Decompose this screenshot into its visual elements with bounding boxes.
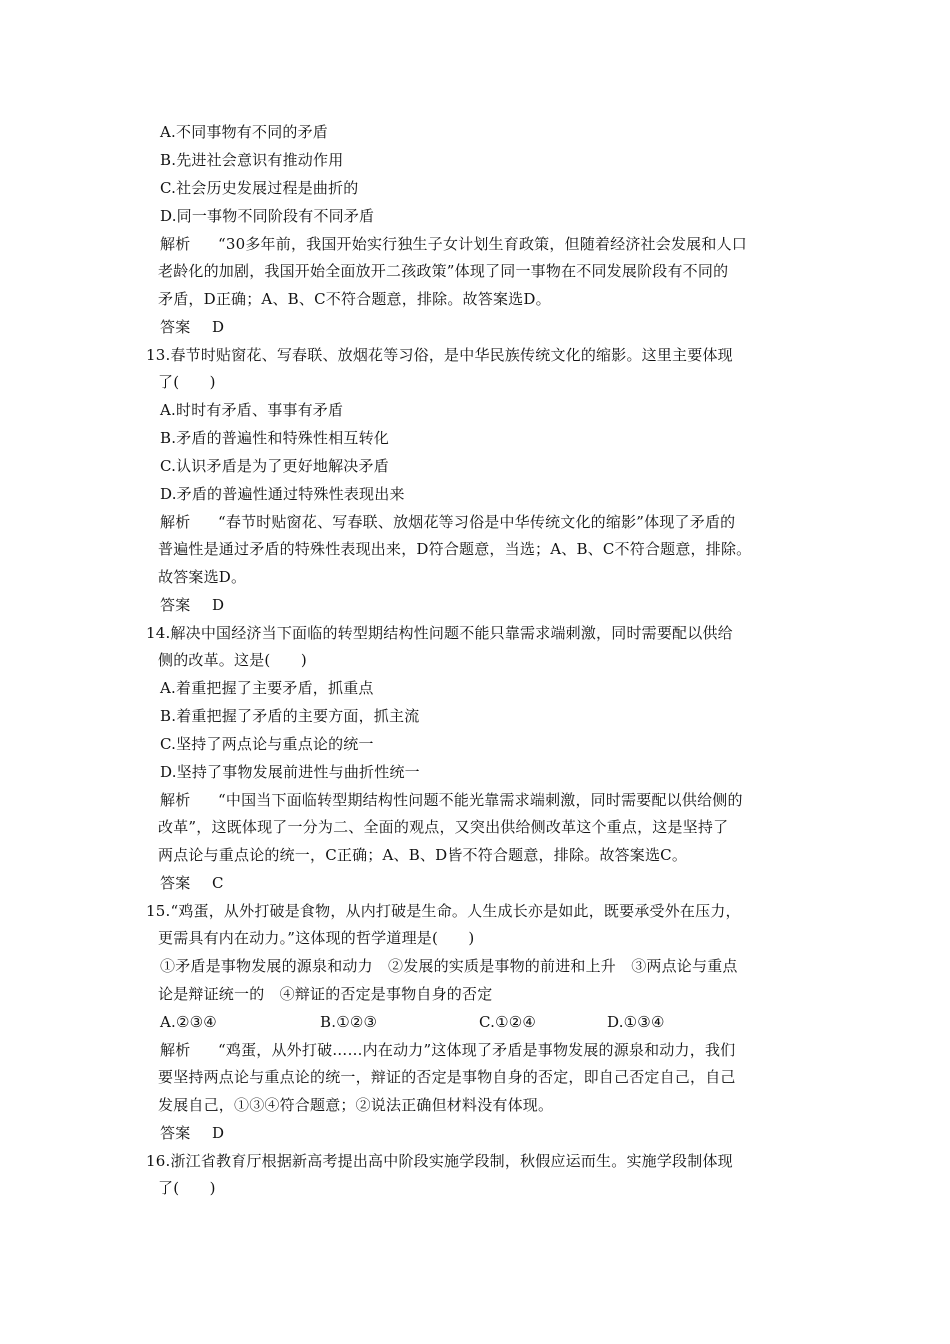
q13-analysis-line-1	[160, 512, 735, 532]
q12-option-a: A.不同事物有不同的矛盾	[160, 123, 329, 141]
q15-options-row	[0, 1012, 950, 1032]
q15-stem-line-1: 15.“鸡蛋，从外打破是食物，从内打破是生命。人生成长亦是如此，既要承受外在压力，	[146, 902, 741, 920]
q14-option-b: B.着重把握了矛盾的主要方面，抓主流	[160, 707, 420, 725]
q13-stem-line-1: 13.春节时贴窗花、写春联、放烟花等习俗，是中华民族传统文化的缩影。这里主要体现	[146, 346, 733, 364]
q14-answer	[160, 873, 224, 893]
q15-statements-line-2: 论是辩证统一的 ④辩证的否定是事物自身的否定	[158, 985, 493, 1003]
q14-option-d: D.坚持了事物发展前进性与曲折性统一	[160, 763, 420, 781]
q15-statements-line-1: ①矛盾是事物发展的源泉和动力 ②发展的实质是事物的前进和上升 ③两点论与重点	[160, 957, 738, 975]
q13-analysis-line-2: 普遍性是通过矛盾的特殊性表现出来，D符合题意，当选；A、B、C不符合题意，排除。	[158, 540, 752, 558]
q13-analysis-label: 解析	[160, 513, 191, 531]
q15-analysis-line-3: 发展自己，①③④符合题意；②说法正确但材料没有体现。	[158, 1096, 554, 1114]
q15-option-c: C.①②④	[479, 1013, 537, 1031]
q12-analysis-label: 解析	[160, 235, 191, 253]
q13-answer-label: 答案	[160, 596, 191, 614]
q12-answer-label: 答案	[160, 318, 191, 336]
q12-answer-value: D	[212, 318, 225, 336]
q16-stem-line-2: 了( )	[158, 1179, 216, 1197]
q15-option-d: D.①③④	[607, 1013, 665, 1031]
q15-analysis-line-1	[160, 1040, 735, 1060]
q14-stem-line-1: 14.解决中国经济当下面临的转型期结构性问题不能只靠需求端刺激，同时需要配以供给	[146, 624, 733, 642]
q13-stem-line-2: 了( )	[158, 373, 216, 391]
q13-option-b: B.矛盾的普遍性和特殊性相互转化	[160, 429, 389, 447]
q15-option-a: A.②③④	[160, 1013, 217, 1031]
q13-option-a: A.时时有矛盾、事事有矛盾	[160, 401, 344, 419]
q12-option-d: D.同一事物不同阶段有不同矛盾	[160, 207, 375, 225]
q14-analysis-line-2: 改革”，这既体现了一分为二、全面的观点，又突出供给侧改革这个重点，这是坚持了	[158, 818, 729, 836]
q15-analysis-text-1: “鸡蛋，从外打破……内在动力”这体现了矛盾是事物发展的源泉和动力，我们	[218, 1041, 736, 1059]
q12-option-c: C.社会历史发展过程是曲折的	[160, 179, 359, 197]
q14-option-c: C.坚持了两点论与重点论的统一	[160, 735, 374, 753]
q12-analysis-line-2: 老龄化的加剧，我国开始全面放开二孩政策”体现了同一事物在不同发展阶段有不同的	[158, 262, 729, 280]
q12-answer	[160, 317, 224, 337]
q15-answer-label: 答案	[160, 1124, 191, 1142]
q12-analysis-text-1: “30多年前，我国开始实行独生子女计划生育政策，但随着经济社会发展和人口	[218, 235, 747, 253]
q14-analysis-label: 解析	[160, 791, 191, 809]
q14-option-a: A.着重把握了主要矛盾，抓重点	[160, 679, 374, 697]
q15-analysis-line-2: 要坚持两点论与重点论的统一，辩证的否定是事物自身的否定，即自己否定自己，自己	[158, 1068, 736, 1086]
q13-option-c: C.认识矛盾是为了更好地解决矛盾	[160, 457, 389, 475]
q16-stem-line-1: 16.浙江省教育厅根据新高考提出高中阶段实施学段制，秋假应运而生。实施学段制体现	[146, 1152, 733, 1170]
q15-stem-line-2: 更需具有内在动力。”这体现的哲学道理是( )	[158, 929, 475, 947]
q15-answer-value: D	[212, 1124, 225, 1142]
q13-analysis-line-3: 故答案选D。	[158, 568, 247, 586]
q14-answer-label: 答案	[160, 874, 191, 892]
q15-analysis-label: 解析	[160, 1041, 191, 1059]
q13-analysis-text-1: “春节时贴窗花、写春联、放烟花等习俗是中华传统文化的缩影”体现了矛盾的	[218, 513, 736, 531]
q14-stem-line-2: 侧的改革。这是( )	[158, 651, 307, 669]
q13-option-d: D.矛盾的普遍性通过特殊性表现出来	[160, 485, 405, 503]
q12-analysis-line-1	[160, 234, 747, 254]
q15-answer	[160, 1123, 224, 1143]
q13-answer	[160, 595, 224, 615]
q12-analysis-line-3: 矛盾，D正确；A、B、C不符合题意，排除。故答案选D。	[158, 290, 551, 308]
q14-analysis-line-3: 两点论与重点论的统一，C正确；A、B、D皆不符合题意，排除。故答案选C。	[158, 846, 688, 864]
q14-analysis-text-1: “中国当下面临转型期结构性问题不能光靠需求端刺激，同时需要配以供给侧的	[218, 791, 743, 809]
q13-answer-value: D	[212, 596, 225, 614]
q14-answer-value: C	[212, 874, 224, 892]
q14-analysis-line-1	[160, 790, 743, 810]
q12-option-b: B.先进社会意识有推动作用	[160, 151, 344, 169]
q15-option-b: B.①②③	[320, 1013, 378, 1031]
